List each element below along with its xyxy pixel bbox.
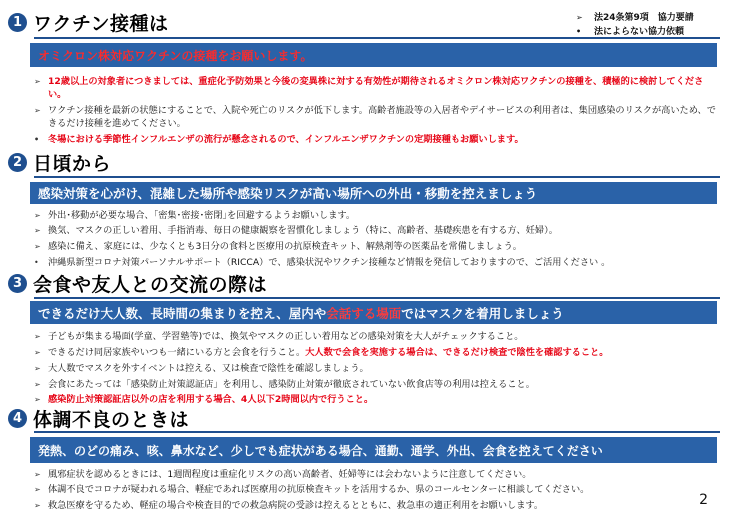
list-item: ➢ 体調不良でコロナが疑われる場合、軽症であれば医療用の抗原検査キットを活用するか、県のコールセンターに相談してください。 — [34, 484, 590, 495]
section-title: ワクチン接種は — [33, 12, 169, 35]
list-item: ➢ 会食にあたっては「感染防止対策認証店」を利用し、感染防止対策が徹底されていない飲食店等の利用は控えること。 — [34, 379, 535, 390]
section-divider — [34, 297, 720, 299]
list-item: ➢ 外出･移動が必要な場合、｢密集･密接･密閉｣を回避するようお願いします。 — [34, 210, 356, 221]
section-title: 会食や友人との交流の際は — [33, 273, 268, 296]
list-item: ➢ 換気、マスクの正しい着用、手指消毒、毎日の健康観察を習慣化しましょう（特に、高齢者、基礎疾患を有する方、妊婦）。 — [34, 225, 558, 236]
page-number: 2 — [699, 492, 708, 508]
section-1-header — [8, 10, 169, 34]
section-title: 日頃から — [33, 152, 112, 175]
list-item: ➢ できるだけ同居家族やいつも一緒にいる方と会食を行うこと。大人数で会食を実施する場合は、できるだけ検査で陰性を確認すること。 — [34, 347, 609, 358]
list-item: ➢ 風邪症状を認めるときには、1週間程度は重症化リスクの高い高齢者、妊婦等には会わないように注意してください。 — [34, 469, 532, 480]
section-number-badge: 4 — [8, 409, 27, 428]
list-item: • 冬場における季節性インフルエンザの流行が懸念されるので、インフルエンザワクチンの定期接種もお願いします。 — [34, 134, 524, 145]
list-item: ➢ 感染に備え、家庭には、少なくとも3日分の食料と医療用の抗原検査キット、解熱剤等の医薬品を常備しましょう。 — [34, 241, 522, 252]
list-item: ➢ 子どもが集まる場面(学童、学習塾等)では、換気やマスクの正しい着用などの感染対策を大人がチェックすること。 — [34, 331, 524, 342]
list-item: ➢ 12歳以上の対象者につきましては、重症化予防効果と今後の変異株に対する有効性が期待されるオミクロン株対応ワクチンの接種を、積極的に検討してください。 — [34, 76, 704, 100]
list-item: ➢ 救急医療を守るため、軽症の場合や検査目的での救急病院の受診は控えるとともに、救急車の適正利用をお願いします。 — [34, 500, 544, 511]
list-item: ➢ ワクチン接種を最新の状態にすることで、入院や死亡のリスクが低下します。高齢者施設等の入居者やデイサービスの利用者は、集団感染のリスクが高いため、できるだけ接種を進めてください。 — [34, 105, 716, 129]
list-item: • 沖縄県新型コロナ対策パーソナルサポート（RICCA）で、感染状況やワクチン接種など情報を発信しておりますので、ご活用ください 。 — [34, 257, 611, 268]
law-note-1: ➢ 法24条第9項 協力要請 — [576, 13, 694, 23]
list-item: ➢ 大人数でマスクを外すイベントは控える、又は検査で陰性を確認しましょう。 — [34, 363, 369, 374]
section-2-banner: 感染対策を心がけ、混雑した場所や感染リスクが高い場所への外出・移動を控えましょう — [30, 182, 717, 204]
section-number-badge: 3 — [8, 274, 27, 293]
section-4-banner: 発熱、のどの痛み、咳、鼻水など、少しでも症状がある場合、通勤、通学、外出、会食を控えてください — [30, 437, 717, 463]
section-number-badge: 2 — [8, 153, 27, 172]
section-number-badge: 1 — [8, 13, 27, 32]
section-4-header — [8, 406, 189, 430]
section-3-banner: できるだけ大人数、長時間の集まりを控え、屋内や 会話する場面 ではマスクを着用しましょう — [30, 301, 717, 324]
section-2-header — [8, 150, 111, 174]
list-item: ➢ 感染防止対策認証店以外の店を利用する場合、4人以下2時間以内で行うこと。 — [34, 394, 374, 405]
law-note-2: • 法によらない協力依頼 — [576, 27, 685, 37]
section-title: 体調不良のときは — [33, 408, 190, 431]
section-divider — [34, 431, 720, 433]
section-divider — [34, 37, 720, 39]
section-divider — [34, 176, 720, 178]
section-1-banner: オミクロン株対応ワクチンの接種をお願いします。 — [30, 43, 717, 67]
section-3-header — [8, 271, 267, 295]
